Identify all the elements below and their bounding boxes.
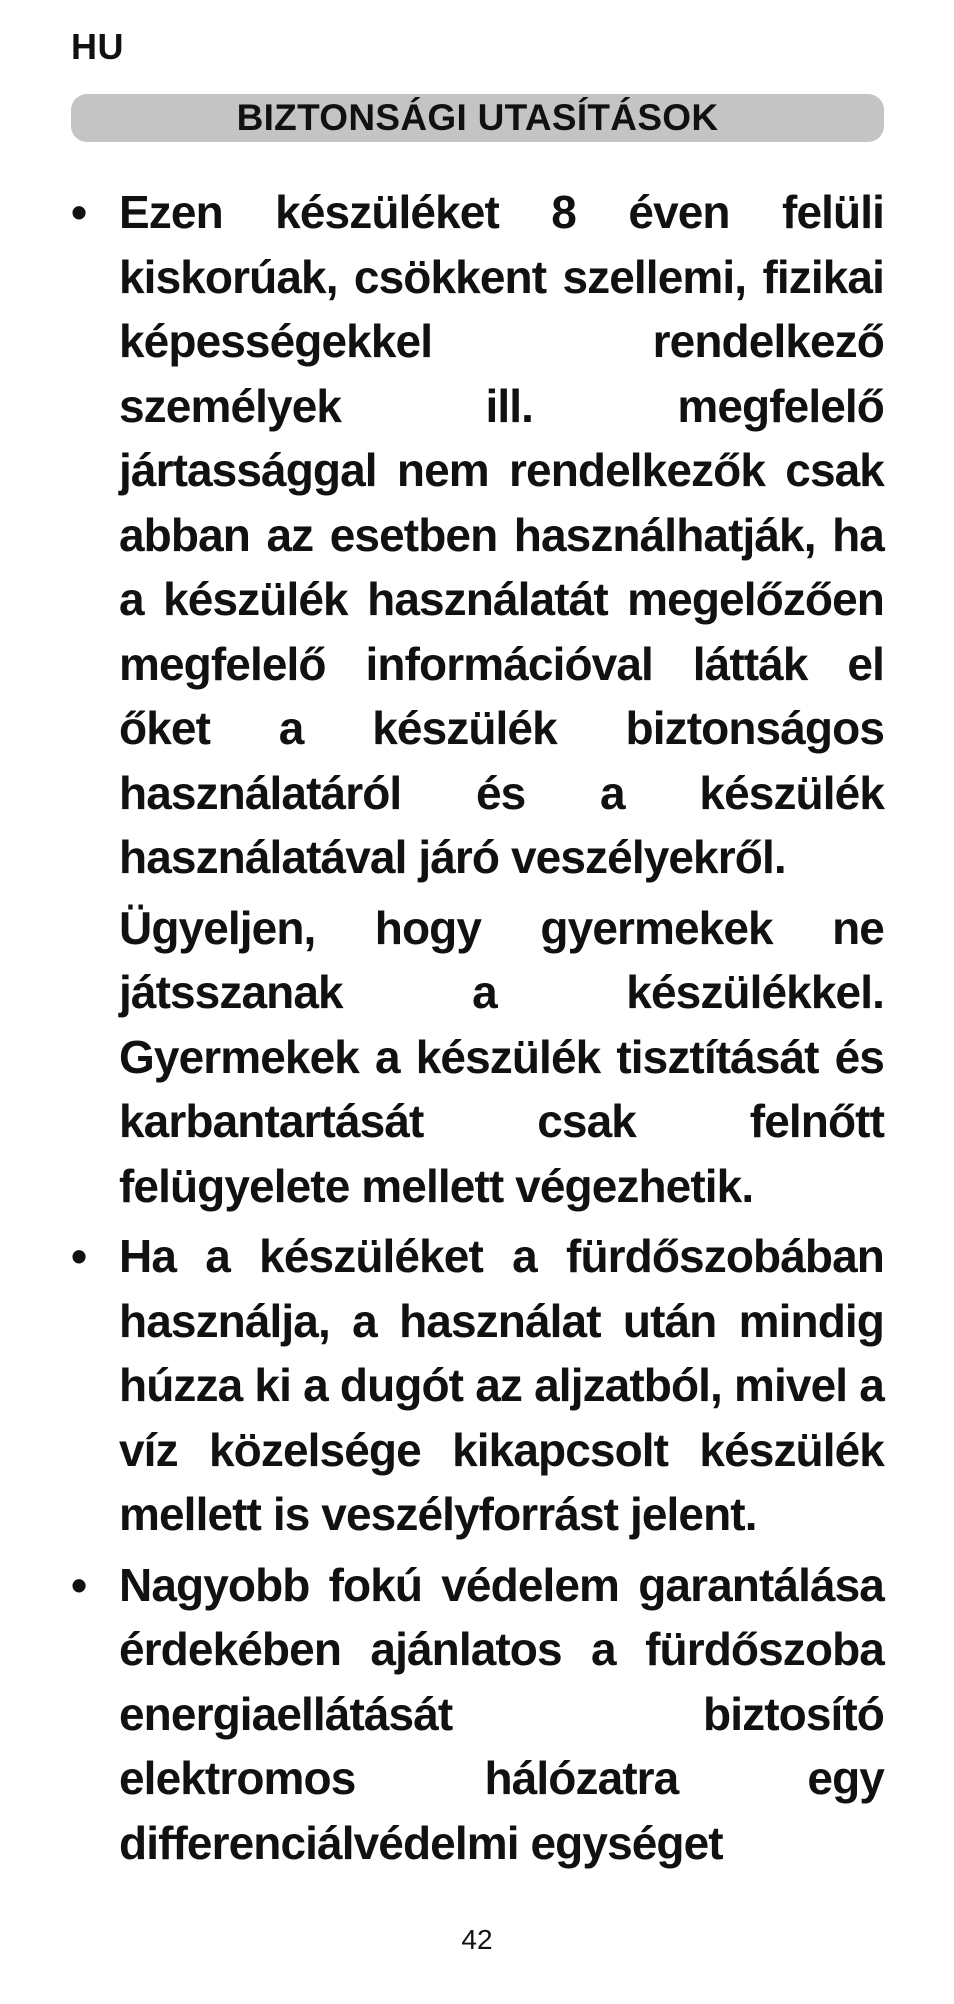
paragraph: Nagyobb fokú védelem garantálása érdekében ajánlatos a fürdőszoba energiaellátását biztosító elektromos hálózatra egy differenciálvédelmi egységet	[119, 1558, 884, 1869]
page-number: 42	[461, 1924, 493, 1955]
bullet-icon: •	[71, 186, 88, 238]
section-title: BIZTONSÁGI UTASÍTÁSOK	[71, 94, 884, 142]
list-item	[71, 1224, 884, 1547]
paragraph: Ezen készüléket 8 éven felüli kiskorúak, csökkent szellemi, fizikai képességekkel rendelkező személyek ill. megfelelő jártassággal nem rendelkezők csak abban az esetben használhatják, ha a készülék használatát megelőzően megfelelő információval látták el őket a készülék biztonságos használatáról és a készülék használatával járó veszélyekről.	[119, 186, 884, 883]
list-item	[71, 180, 884, 1218]
paragraph: Ha a készüléket a fürdőszobában használja, a használat után mindig húzza ki a dugót az aljzatból, mivel a víz közelsége kikapcsolt készülék mellett is veszélyforrást jelent.	[119, 1230, 884, 1540]
safety-instructions-list	[71, 180, 884, 1875]
list-item-body	[119, 1553, 884, 1876]
list-item-body	[119, 180, 884, 1218]
list-item	[71, 1553, 884, 1876]
paragraph: Ügyeljen, hogy gyermekek ne játsszanak a készülékkel. Gyermekek a készülék tisztítását és karbantartását csak felnőtt felügyelete mellett végezhetik.	[119, 901, 884, 1212]
bullet-icon: •	[71, 1558, 88, 1611]
bullet-icon: •	[71, 1230, 88, 1282]
language-code: HU	[71, 26, 124, 67]
list-item-body	[119, 1224, 884, 1547]
